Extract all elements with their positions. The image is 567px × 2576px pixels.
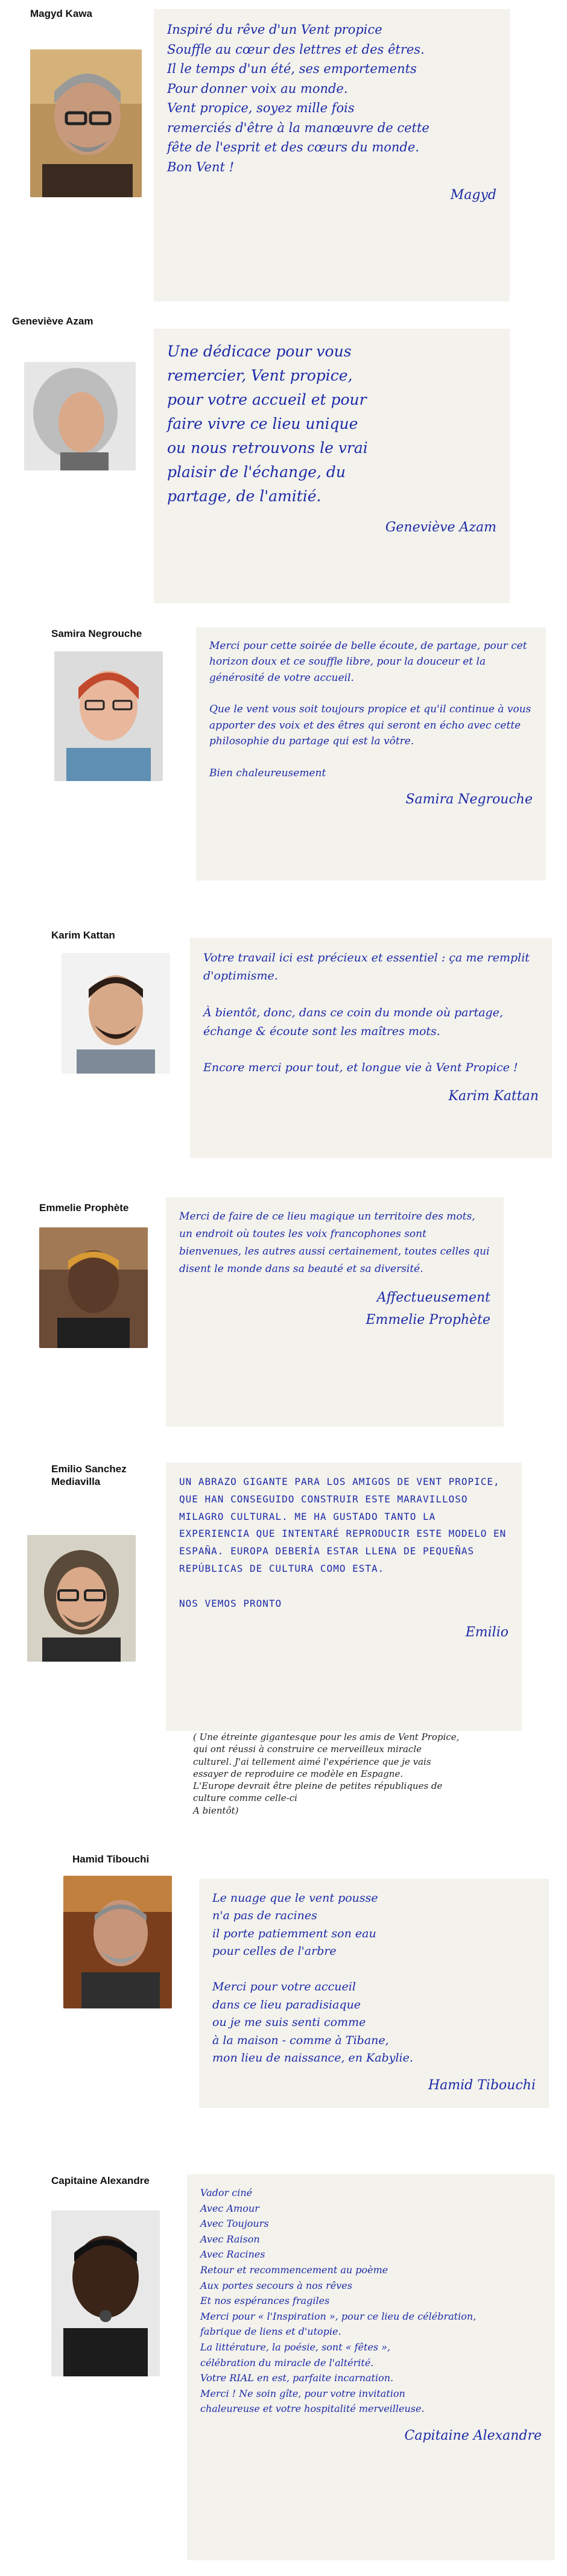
note-text: Merci pour cette soirée de belle écoute, de partage, pour cet horizon doux et ce souffle libre, pour la douceur et la générosité de votre accueil. Que le vent vous soit toujours propice et qu'il continue à vous apporter des voix et des êtres qui seront en écho avec cette philosophie du partage qui est la vôtre. Bien chaleureusement xyxy=(209,640,531,779)
author-photo xyxy=(51,2210,160,2376)
author-name: Samira Negrouche xyxy=(51,628,142,639)
handwritten-note xyxy=(166,1463,522,1731)
note-signature: Hamid Tibouchi xyxy=(428,2078,536,2093)
author-photo xyxy=(54,651,163,781)
note-signature: Affectueusement Emmelie Prophète xyxy=(366,1290,490,1328)
note-text: Inspiré du rêve d'un Vent propice Souffle au cœur des lettres et des êtres. Il le temps d'un été, ses emportements Pour donner voix au monde. Vent propice, soyez mille fois remerciés d'être à la manœuvre de cette fête de l'esprit et des cœurs du monde. Bon Vent ! xyxy=(167,22,429,174)
note-text: Le nuage que le vent pousse n'a pas de racines il porte patiemment son eau pour celles de l'arbre Merci pour votre accueil dans ce lieu paradisiaque ou je me suis senti comme à la maison - comme à Tibane, mon lieu de naissance, en Kabylie. xyxy=(212,1891,413,2065)
author-photo xyxy=(63,1876,172,2008)
handwritten-note xyxy=(199,1879,549,2108)
author-photo xyxy=(27,1535,136,1662)
note-signature: Magyd xyxy=(450,188,496,203)
handwritten-note xyxy=(154,329,510,603)
author-photo xyxy=(24,362,136,470)
author-name: Emilio Sanchez Mediavilla xyxy=(51,1463,127,1488)
handwritten-note xyxy=(187,2174,555,2560)
author-name: Capitaine Alexandre xyxy=(51,2175,150,2186)
note-text: UN ABRAZO GIGANTE PARA LOS AMIGOS DE VENT PROPICE, QUE HAN CONSEGUIDO CONSTRUIR ESTE MARAVILLOSO MILAGRO CULTURAL. ME HA GUSTADO TANTO LA EXPERIENCIA QUE INTENTARÉ REPRODUCIR ESTE MODELO EN ESPAÑA. EUROPA DEBERÍA ESTAR LLENA DE PEQUEÑAS REPÚBLICAS DE CULTURA COMO ESTA. NOS VEMOS PRONTO xyxy=(179,1476,507,1609)
note-signature: Karim Kattan xyxy=(448,1088,539,1104)
author-photo xyxy=(62,953,170,1074)
note-signature: Capitaine Alexandre xyxy=(404,2428,542,2443)
note-translation: ( Une étreinte gigantesque pour les amis de Vent Propice, qui ont réussi à construire ce merveilleux miracle culturel. J'ai tellement aimé l'expérience que je vais essayer de reproduire ce modèle en Espagne. L'Europe devrait être pleine de petites républiques de culture comme celle-ci A bientôt) xyxy=(193,1732,460,1816)
handwritten-note xyxy=(154,9,510,302)
author-name: Geneviève Azam xyxy=(12,315,93,327)
handwritten-note xyxy=(196,627,546,881)
note-text: Vador ciné Avec Amour Avec Toujours Avec Raison Avec Racines Retour et recommencement au poème Aux portes secours à nos rêves Et nos espérances fragiles Merci pour « l'Inspiration », pour ce lieu de célébration, fabrique de liens et d'utopie. La littérature, la poésie, sont « fêtes », célébration du miracle de l'altérité. Votre RIAL en est, parfaite incarnation. Merci ! Ne soin gîte, pour votre invitation chaleureuse et votre hospitalité merveilleuse. xyxy=(200,2187,477,2415)
note-text: Une dédicace pour vous remercier, Vent propice, pour votre accueil et pour faire vivre ce lieu unique ou nous retrouvons le vrai plaisir de l'échange, du partage, de l'amitié. xyxy=(167,343,368,505)
author-name: Hamid Tibouchi xyxy=(72,1853,150,1865)
author-name: Emmelie Prophète xyxy=(39,1202,129,1214)
author-photo xyxy=(30,49,142,197)
note-signature: Geneviève Azam xyxy=(385,520,496,535)
author-name: Magyd Kawa xyxy=(30,8,92,19)
handwritten-note xyxy=(190,938,552,1158)
author-name: Karim Kattan xyxy=(51,929,115,941)
note-signature: Emilio xyxy=(465,1625,508,1641)
note-text: Merci de faire de ce lieu magique un territoire des mots, un endroit où toutes les voix francophones sont bienvenues, les autres aussi certainement, toutes celles qui disent le monde dans sa beauté et sa diversité. xyxy=(179,1210,493,1275)
note-text: Votre travail ici est précieux et essentiel : ça me remplit d'optimisme. À bientôt, donc, dans ce coin du monde où partage, échange & écoute sont les maîtres mots. Encore merci pour tout, et longue vie à Vent Propice ! xyxy=(203,951,530,1075)
author-photo xyxy=(39,1227,148,1348)
handwritten-note xyxy=(166,1197,504,1426)
note-signature: Samira Negrouche xyxy=(405,792,533,808)
